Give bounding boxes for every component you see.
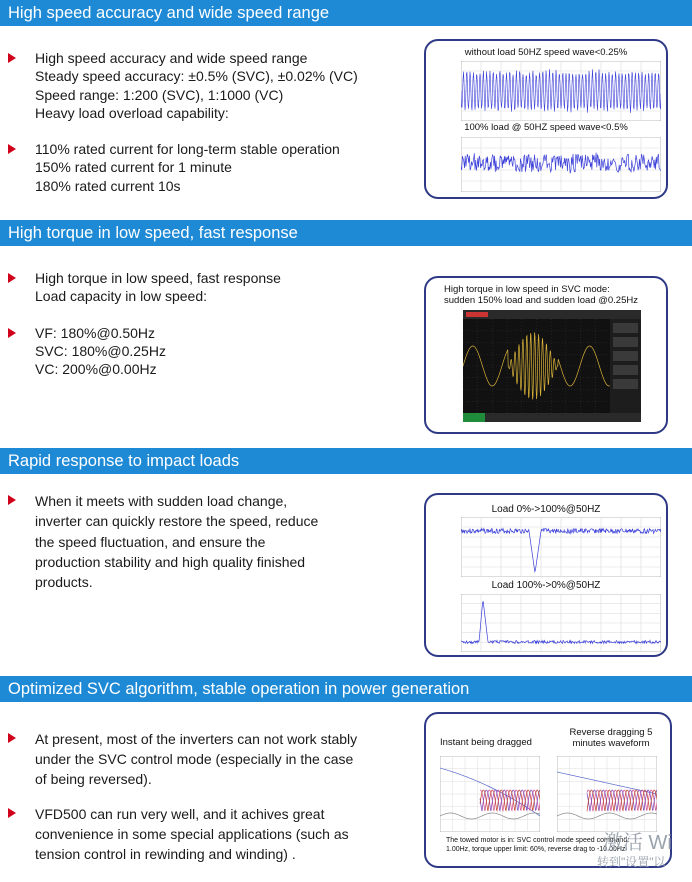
oscilloscope-screen xyxy=(463,310,641,422)
bullet-line: High torque in low speed, fast response xyxy=(35,270,281,286)
section-4-bullets xyxy=(8,729,357,882)
bullet-line: VC: 200%@0.00Hz xyxy=(35,361,157,378)
figure-caption-top: without load 50HZ speed wave<0.25% xyxy=(464,47,628,58)
bullet-line: Steady speed accuracy: ±0.5% (SVC), ±0.02% (VC) xyxy=(35,68,358,85)
bullet-item xyxy=(8,804,357,864)
load-step-up-plot xyxy=(461,517,661,577)
bullet-line: Load capacity in low speed: xyxy=(35,288,207,305)
figure-footnote-line2: 1.00Hz, torque upper limit: 60%, reverse drag to -10.00Hz xyxy=(446,846,626,853)
bullet-arrow-icon xyxy=(8,328,16,338)
figure-caption-right-line1: Reverse dragging 5 xyxy=(569,727,653,738)
section-4-title: Optimized SVC algorithm, stable operation in power generation xyxy=(0,676,692,702)
bullet-line: production stability and high quality finished xyxy=(35,553,306,570)
section-3-title: Rapid response to impact loads xyxy=(0,448,692,474)
impact-load-figure xyxy=(424,493,668,657)
bullet-line: inverter can quickly restore the speed, reduce xyxy=(35,513,319,530)
figure-caption-line1: High torque in low speed in SVC mode: xyxy=(444,284,610,295)
figure-caption-bottom: 100% load @ 50HZ speed wave<0.5% xyxy=(464,122,628,133)
bullet-line: SVC: 180%@0.25Hz xyxy=(35,342,166,359)
bullet-arrow-icon xyxy=(8,53,16,63)
bullet-item xyxy=(8,324,281,379)
activation-watermark-line1: 激活 Wi xyxy=(603,832,672,854)
bullet-line: tension control in rewinding and winding) . xyxy=(35,846,296,862)
bullet-item xyxy=(8,269,281,306)
bullet-line: Heavy load overload capability: xyxy=(35,104,229,121)
bullet-item xyxy=(8,49,358,122)
bullet-line: convenience in some special applications (such as xyxy=(35,826,349,842)
figure-caption-top: Load 0%->100%@50HZ xyxy=(491,504,601,515)
figure-caption-right-line2: minutes waveform xyxy=(572,738,650,749)
speed-wave-plot-top xyxy=(461,61,661,121)
section-1-bullets xyxy=(8,49,358,213)
bullet-line: At present, most of the inverters can not work stably xyxy=(35,731,358,747)
bullet-line: under the SVC control mode (especially in the case xyxy=(35,751,354,767)
figure-caption-bottom: Load 100%->0%@50HZ xyxy=(491,580,601,591)
speed-wave-plot-bottom xyxy=(461,137,661,192)
bullet-arrow-icon xyxy=(8,733,16,743)
bullet-line: 150% rated current for 1 minute xyxy=(35,159,232,176)
section-2-title: High torque in low speed, fast response xyxy=(0,220,692,246)
bullet-arrow-icon xyxy=(8,273,16,283)
figure-caption-line2: sudden 150% load and sudden load @0.25Hz xyxy=(444,295,638,306)
bullet-arrow-icon xyxy=(8,144,16,154)
load-step-down-plot xyxy=(461,594,661,652)
figure-footnote-line1: The towed motor is in: SVC control mode speed command: xyxy=(446,837,630,844)
low-speed-torque-figure xyxy=(424,276,668,434)
section-2-bullets xyxy=(8,269,281,396)
bullet-line: products. xyxy=(35,574,93,591)
section-1-title: High speed accuracy and wide speed range xyxy=(0,0,692,26)
bullet-arrow-icon xyxy=(8,808,16,818)
bullet-item xyxy=(8,491,318,592)
bullet-line: Speed range: 1:200 (SVC), 1:1000 (VC) xyxy=(35,86,284,103)
bullet-line: VF: 180%@0.50Hz xyxy=(35,324,156,341)
bullet-line: High speed accuracy and wide speed range xyxy=(35,50,308,66)
activation-watermark-line2: 转到"设置"以 xyxy=(597,855,666,869)
reverse-drag-plot xyxy=(557,756,657,832)
figure-caption-left: Instant being dragged xyxy=(440,737,532,748)
speed-wave-figure xyxy=(424,39,668,199)
bullet-item xyxy=(8,729,357,789)
instant-drag-plot xyxy=(440,756,540,832)
bullet-arrow-icon xyxy=(8,495,16,505)
bullet-line: of being reversed). xyxy=(35,771,152,787)
bullet-line: When it meets with sudden load change, xyxy=(35,493,288,509)
bullet-line: the speed fluctuation, and ensure the xyxy=(35,533,266,550)
bullet-line: 110% rated current for long-term stable operation xyxy=(35,141,340,158)
bullet-item xyxy=(8,140,358,195)
bullet-line: 180% rated current 10s xyxy=(35,177,181,194)
bullet-line: VFD500 can run very well, and it achives great xyxy=(35,806,325,822)
section-3-bullets xyxy=(8,491,318,610)
